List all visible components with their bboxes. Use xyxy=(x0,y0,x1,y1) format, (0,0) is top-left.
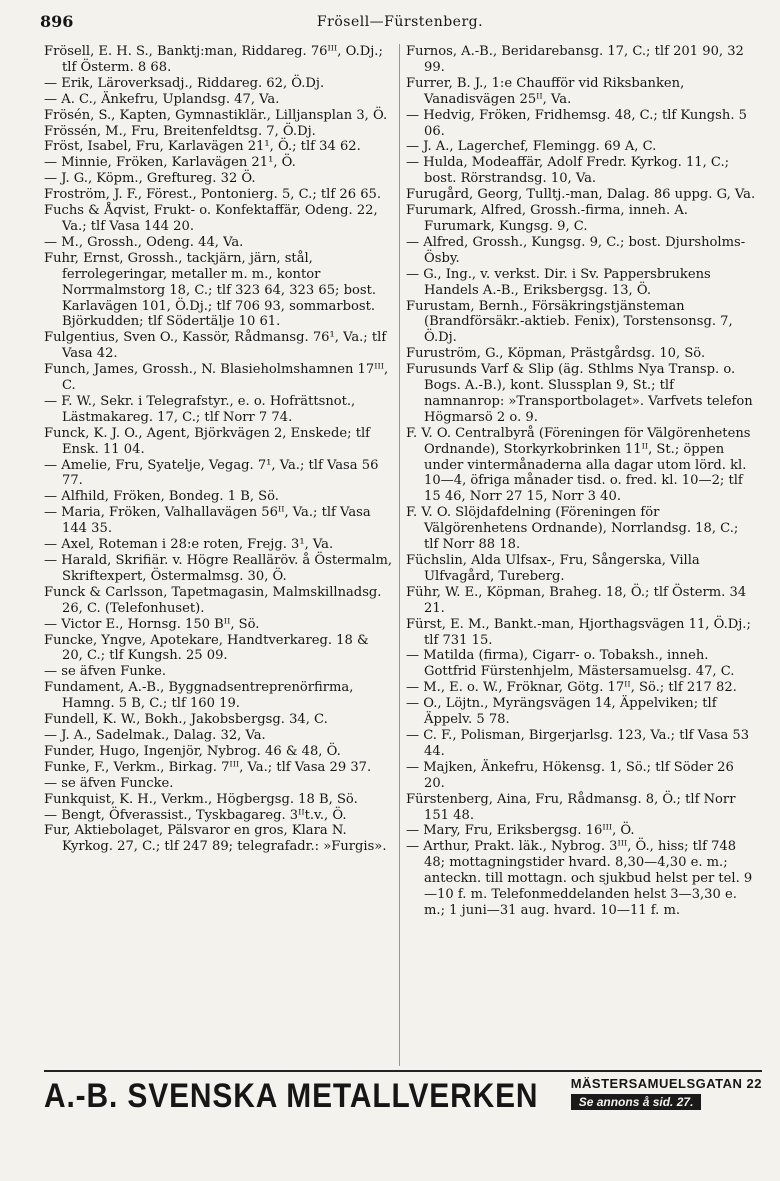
directory-entry: — J. A., Lagerchef, Flemingg. 69 A, C. xyxy=(406,139,657,155)
directory-entry: — J. G., Köpm., Greftureg. 32 Ö. xyxy=(44,171,256,187)
directory-entry: — Majken, Änkefru, Hökensg. 1, Sö.; tlf Söder 26 20. xyxy=(406,759,734,791)
directory-entry: — Maria, Fröken, Valhallavägen 56ᴵᴵ, Va.; tlf Vasa 144 35. xyxy=(44,505,371,537)
directory-entry: Funck & Carlsson, Tapetmagasin, Malmskillnadsg. 26, C. (Telefonhuset). xyxy=(44,584,382,616)
directory-entry: — J. A., Sadelmak., Dalag. 32, Va. xyxy=(44,727,266,743)
directory-entry: — Alfhild, Fröken, Bondeg. 1 B, Sö. xyxy=(44,489,279,505)
right-column xyxy=(400,44,762,1066)
directory-entry: Furnos, A.-B., Beridarebansg. 17, C.; tlf 201 90, 32 99. xyxy=(406,44,744,75)
directory-entry: Fürstenberg, Aina, Fru, Rådmansg. 8, Ö.; tlf Norr 151 48. xyxy=(406,791,736,823)
directory-entry: F. V. O. Centralbyrå (Föreningen för Välgörenhetens Ordnande), Storkyrkobrinken 11ᴵᴵ, St.; öppen under vintermånaderna alla dagar utom lörd. kl. 10—4, öfriga månader tisd. o. fred. kl. 10—2; tlf 15 46, Norr 27 15, Norr 3 40. xyxy=(406,425,751,505)
directory-columns xyxy=(38,44,762,1066)
page-header xyxy=(40,12,760,38)
directory-entry: — Minnie, Fröken, Karlavägen 21¹, Ö. xyxy=(44,155,296,171)
directory-entry: Furumark, Alfred, Grossh.-firma, inneh. A. Furumark, Kungsg. 9, C. xyxy=(406,203,688,234)
directory-entry: Fur, Aktiebolaget, Pälsvaror en gros, Klara N. Kyrkog. 27, C.; tlf 247 89; telegrafadr.: »Furgis». xyxy=(44,823,387,855)
directory-entry: — F. W., Sekr. i Telegrafstyr., e. o. Hofrättsnot., Lästmakareg. 17, C.; tlf Norr 7 74. xyxy=(44,393,356,425)
directory-entry: Fundament, A.-B., Byggnadsentreprenörfirma, Hamng. 5 B, C.; tlf 160 19. xyxy=(44,680,354,712)
directory-entry: — Harald, Skrifiär. v. Högre Realläröv. å Östermalm, Skriftexpert, Östermalmsg. 30, Ö. xyxy=(44,553,393,584)
directory-entry: — Victor E., Hornsg. 150 Bᴵᴵ, Sö. xyxy=(44,616,260,632)
directory-entry: Furusunds Varf & Slip (äg. Sthlms Nya Transp. o. Bogs. A.-B.), kont. Slussplan 9, St.; tlf namnanrop: »Transportbolaget». Varfvets telefon Högmarsö 2 o. 9. xyxy=(406,362,753,425)
directory-entry: Füchslin, Alda Ulfsax-, Fru, Sångerska, Villa Ulfvagård, Tureberg. xyxy=(406,553,700,584)
directory-entry: — Hulda, Modeaffär, Adolf Fredr. Kyrkog. 11, C.; bost. Rörstrandsg. 10, Va. xyxy=(406,155,730,187)
running-head: Frösell—Fürstenberg. xyxy=(316,14,484,30)
directory-entry: Froström, J. F., Förest., Pontonierg. 5, C.; tlf 26 65. xyxy=(44,187,382,203)
advertiser-address: MÄSTERSAMUELSGATAN 22 xyxy=(570,1076,762,1091)
directory-entry: — Matilda (firma), Cigarr- o. Tobaksh., inneh. Gottfrid Fürstenhjelm, Mästersamuelsg. 47, C. xyxy=(406,648,735,680)
directory-entry: — G., Ing., v. verkst. Dir. i Sv. Pappersbrukens Handels A.-B., Eriksbergsg. 13, Ö. xyxy=(406,266,711,298)
advertiser-name: A.-B. SVENSKA METALLVERKEN xyxy=(44,1077,539,1115)
advertisement-banner xyxy=(44,1070,762,1120)
directory-entry: Funkquist, K. H., Verkm., Högbergsg. 18 B, Sö. xyxy=(44,791,358,807)
directory-entry: — Amelie, Fru, Syatelje, Vegag. 7¹, Va.; tlf Vasa 56 77. xyxy=(44,457,379,489)
directory-entry: — se äfven Funke. xyxy=(44,664,167,680)
directory-entry: Funke, F., Verkm., Birkag. 7ᴵᴵᴵ, Va.; tlf Vasa 29 37. xyxy=(44,759,372,775)
page-number: 896 xyxy=(40,12,74,31)
directory-entry: Funch, James, Grossh., N. Blasieholmshamnen 17ᴵᴵᴵ, C. xyxy=(44,362,389,394)
directory-entry: Fuchs & Åqvist, Frukt- o. Konfektaffär, Odeng. 22, Va.; tlf Vasa 144 20. xyxy=(44,203,378,234)
directory-entry: — Arthur, Prakt. läk., Nybrog. 3ᴵᴵᴵ, Ö., hiss; tlf 748 48; mottagningstider hvard. 8,30—4,30 e. m.; anteckn. till mottagn. och sjukbud helst per tel. 9—10 f. m. Telefonmeddelanden helst 3—3,30 e. m.; 1 juni—31 aug. hvard. 10—11 f. m. xyxy=(406,839,753,918)
directory-entry: — A. C., Änkefru, Uplandsg. 47, Va. xyxy=(44,91,280,107)
directory-entry: Frösell, E. H. S., Banktj:man, Riddareg. 76ᴵᴵᴵ, Ö.Dj.; tlf Österm. 8 68. xyxy=(44,44,383,75)
directory-entry: Funck, K. J. O., Agent, Björkvägen 2, Enskede; tlf Ensk. 11 04. xyxy=(44,425,371,457)
directory-entry: — Erik, Läroverksadj., Riddareg. 62, Ö.Dj. xyxy=(44,75,325,91)
directory-entry: Funcke, Yngve, Apotekare, Handtverkareg. 18 & 20, C.; tlf Kungsh. 25 09. xyxy=(44,632,369,664)
directory-entry: Furustam, Bernh., Försäkringstjänsteman (Brandförsäkr.-aktieb. Fenix), Torstensonsg. 7, Ö.Dj. xyxy=(406,298,733,346)
directory-entry: Furuström, G., Köpman, Prästgårdsg. 10, Sö. xyxy=(406,346,706,362)
advertisement-details xyxy=(571,1076,762,1110)
directory-entry: Fröst, Isabel, Fru, Karlavägen 21¹, Ö.; tlf 34 62. xyxy=(44,139,361,155)
directory-entry: — C. F., Polisman, Birgerjarlsg. 123, Va.; tlf Vasa 53 44. xyxy=(406,727,750,759)
directory-entry: Fuhr, Ernst, Grossh., tackjärn, järn, stål, ferrolegeringar, metaller m. m., kontor Norrmalmstorg 18, C.; tlf 323 64, 323 65; bost. Karlavägen 101, Ö.Dj.; tlf 706 93, sommarbost. Björkudden; tlf Södertälje 10 61. xyxy=(44,250,377,330)
directory-entry: Fundell, K. W., Bokh., Jakobsbergsg. 34, C. xyxy=(44,712,328,728)
directory-entry: — Bengt, Öfverassist., Tyskbagareg. 3ᴵᴵt.v., Ö. xyxy=(44,807,347,823)
directory-entry: — M., Grossh., Odeng. 44, Va. xyxy=(44,234,244,250)
directory-entry: — Mary, Fru, Eriksbergsg. 16ᴵᴵᴵ, Ö. xyxy=(406,823,635,839)
directory-entry: — Hedvig, Fröken, Fridhemsg. 48, C.; tlf Kungsh. 5 06. xyxy=(406,107,747,139)
directory-entry: Furrer, B. J., 1:e Chaufför vid Riksbanken, Vanadisvägen 25ᴵᴵ, Va. xyxy=(406,75,685,107)
directory-entry: Fulgentius, Sven O., Kassör, Rådmansg. 76¹, Va.; tlf Vasa 42. xyxy=(44,330,387,362)
advertisement-reference: Se annons å sid. 27. xyxy=(571,1094,702,1110)
left-column xyxy=(38,44,400,1066)
directory-entry: — Axel, Roteman i 28:e roten, Frejg. 3¹, Va. xyxy=(44,537,334,553)
directory-entry: — O., Löjtn., Myrängsvägen 14, Äppelviken; tlf Äppelv. 5 78. xyxy=(406,696,717,728)
directory-entry: Furugård, Georg, Tulltj.-man, Dalag. 86 uppg. G, Va. xyxy=(406,187,756,203)
directory-entry: Führ, W. E., Köpman, Braheg. 18, Ö.; tlf Österm. 34 21. xyxy=(406,584,747,616)
directory-entry: Fürst, E. M., Bankt.-man, Hjorthagsvägen 11, Ö.Dj.; tlf 731 15. xyxy=(406,616,751,648)
directory-entry: — M., E. o. W., Fröknar, Götg. 17ᴵᴵ, Sö.; tlf 217 82. xyxy=(406,680,737,696)
directory-entry: — se äfven Funcke. xyxy=(44,775,174,791)
directory-entry: Funder, Hugo, Ingenjör, Nybrog. 46 & 48, Ö. xyxy=(44,743,341,759)
directory-entry: Frösén, S., Kapten, Gymnastiklär., Lilljansplan 3, Ö. xyxy=(44,107,388,123)
directory-entry: Frössén, M., Fru, Breitenfeldtsg. 7, Ö.Dj. xyxy=(44,123,316,139)
directory-entry: — Alfred, Grossh., Kungsg. 9, C.; bost. Djursholms-Ösby. xyxy=(406,234,746,266)
directory-entry: F. V. O. Slöjdafdelning (Föreningen för Välgörenhetens Ordnande), Norrlandsg. 18, C.; tlf Norr 88 18. xyxy=(406,505,739,553)
